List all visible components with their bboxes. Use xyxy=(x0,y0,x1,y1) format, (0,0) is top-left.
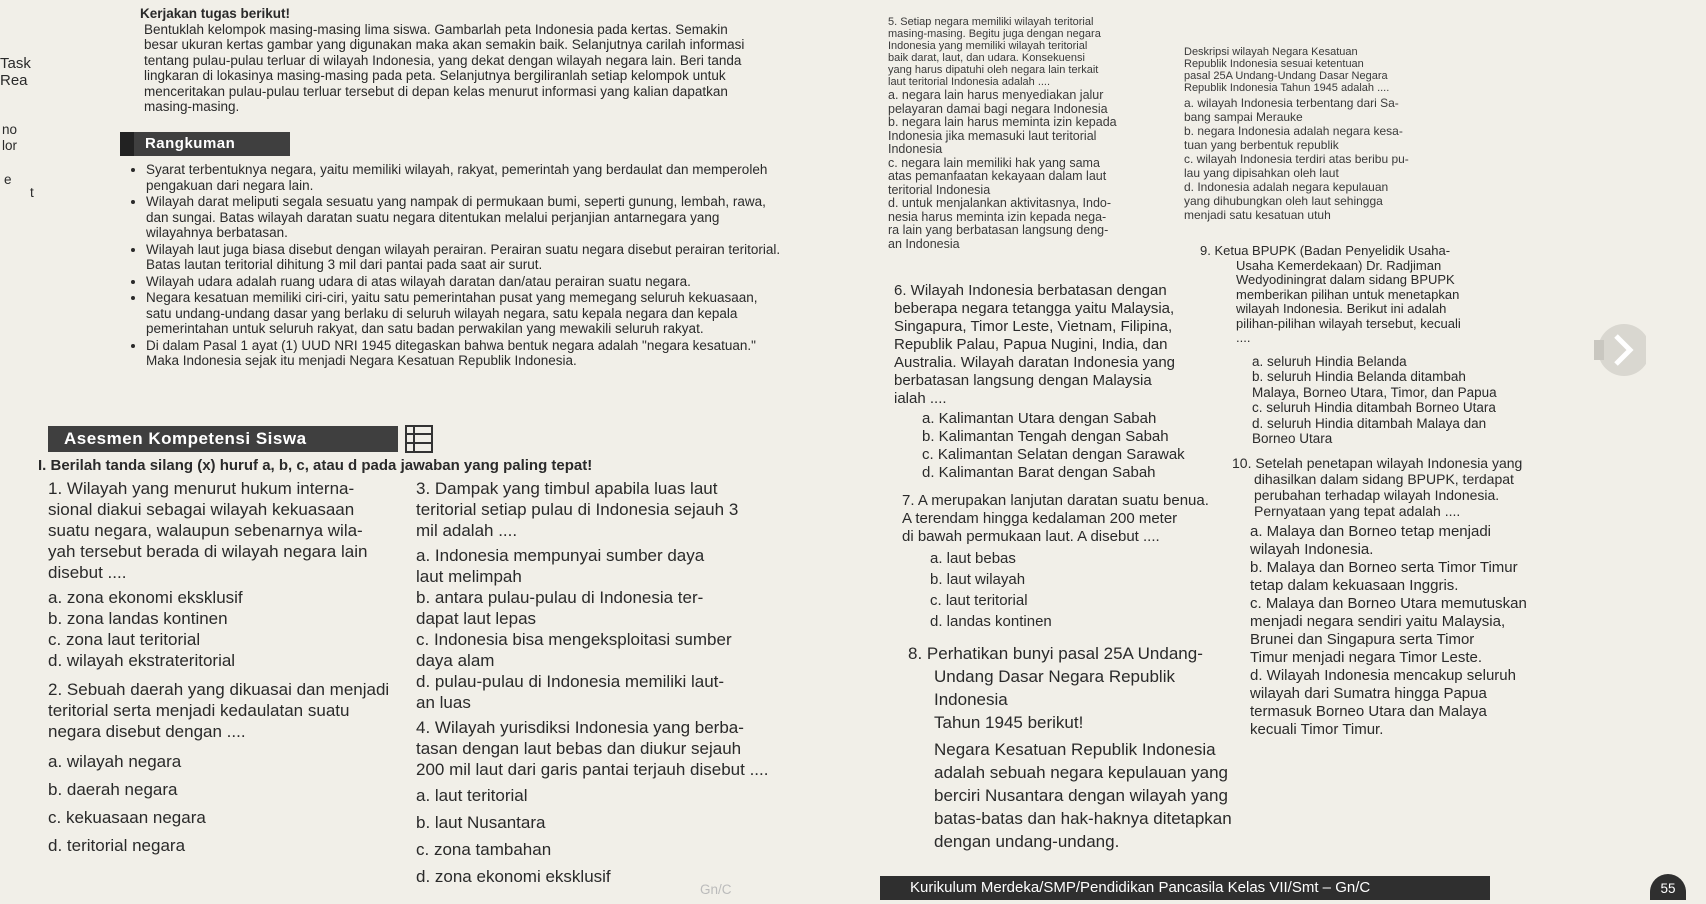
column-2 xyxy=(416,478,796,890)
option-b[interactable]: b. Kalimantan Tengah dengan Sabah xyxy=(922,428,1169,445)
task-line: lingkaran di lokasinya masing-masing pada peta. Selanjutnya bergiliranlah setiap kelompok untuk xyxy=(144,68,726,83)
question-line: Undang Dasar Negara Republik Indonesia xyxy=(934,667,1175,709)
question-1-options xyxy=(48,587,418,671)
task-line: menceritakan pulau-pulau terluar tersebut di depan kelas menurut informasi yang kalian dapatkan xyxy=(144,83,728,99)
question-line: .... xyxy=(1236,330,1251,345)
question-line: Indonesia yang memiliki wilayah teritorial xyxy=(888,40,1088,52)
question-line: laut teritorial Indonesia adalah .... xyxy=(888,76,1051,88)
option-d-cont: menjadi satu kesatuan utuh xyxy=(1184,208,1331,222)
question-line: mil adalah .... xyxy=(416,521,518,540)
question-line: 200 mil laut dari garis pantai terjauh disebut .... xyxy=(416,760,769,779)
option-c[interactable]: c. seluruh Hindia ditambah Borneo Utara xyxy=(1252,400,1496,415)
column-4-top xyxy=(1184,46,1484,222)
option-b-cont: Indonesia jika memasuki laut teritorial xyxy=(888,128,1097,143)
column-3 xyxy=(894,282,1239,853)
task-line: tentang pulau-pulau terluar di wilayah Indonesia, yang dekat dengan wilayah negara lain. Beri tanda xyxy=(144,52,742,68)
question-line: 8. Perhatikan bunyi pasal 25A Undang- xyxy=(908,644,1203,663)
rangkuman-bullet: • Di dalam Pasal 1 ayat (1) UUD NRI 1945 ditegaskan bahwa bentuk negara adalah "negara kesatuan." Maka Indonesia sejak itu menjadi Negara Kesatuan Republik Indonesia. xyxy=(146,338,783,369)
question-line: Usaha Kemerdekaan) Dr. Radjiman xyxy=(1236,257,1442,273)
option-c-cont: menjadi negara sendiri yaitu Malaysia, xyxy=(1250,612,1506,630)
page-number xyxy=(1650,874,1686,900)
question-line: pilihan-pilihan wilayah tersebut, kecuali xyxy=(1236,315,1461,331)
question-7 xyxy=(902,492,1239,546)
task-line: masing-masing. xyxy=(144,99,240,114)
footer-left: Gn/C xyxy=(700,882,732,897)
option-b[interactable]: b. negara lain harus meminta izin kepada xyxy=(888,115,1117,129)
asesmen-badge xyxy=(48,426,398,452)
question-line: sional diakui sebagai wilayah kekuasaan xyxy=(48,500,355,519)
question-line: disebut .... xyxy=(48,563,127,582)
option-b-cont: Indonesia xyxy=(888,142,943,156)
question-line: Wedyodiningrat dalam sidang BPUPK xyxy=(1236,272,1455,287)
option-c[interactable]: c. zona laut teritorial xyxy=(48,630,201,649)
question-line: Republik Indonesia sesuai ketentuan xyxy=(1184,58,1364,70)
task-section xyxy=(140,6,890,115)
question-3 xyxy=(416,478,796,541)
question-8-quote xyxy=(934,738,1239,853)
option-c[interactable]: c. kekuasaan negara xyxy=(48,808,206,827)
question-line: Pernyataan yang tepat adalah .... xyxy=(1254,502,1461,519)
option-d[interactable]: d. pulau-pulau di Indonesia memiliki laut- xyxy=(416,672,725,691)
option-b[interactable]: b. laut wilayah xyxy=(930,571,1026,588)
task-heading: Kerjakan tugas berikut! xyxy=(140,6,291,21)
quote-line: batas-batas dan hak-haknya ditetapkan xyxy=(934,809,1232,828)
question-line: Deskripsi wilayah Negara Kesatuan xyxy=(1184,46,1358,58)
option-d[interactable]: d. untuk menjalankan aktivitasnya, Indo- xyxy=(888,196,1112,210)
question-line: Republik Palau, Papua Nugini, India, dan xyxy=(894,336,1168,353)
option-a[interactable]: a. zona ekonomi eksklusif xyxy=(48,588,243,607)
question-line: 7. A merupakan lanjutan daratan suatu benua. xyxy=(902,492,1209,509)
question-line: dihasilkan dalam sidang BPUPK, terdapat xyxy=(1254,470,1514,487)
quote-line: adalah sebuah negara kepulauan yang xyxy=(934,763,1228,782)
option-b[interactable]: b. Malaya dan Borneo serta Timor Timur xyxy=(1250,558,1518,576)
option-c[interactable]: c. Malaya dan Borneo Utara memutuskan xyxy=(1250,594,1527,612)
option-b[interactable]: b. zona landas kontinen xyxy=(48,609,228,628)
option-d-cont: kecuali Timor Timur. xyxy=(1250,720,1384,738)
asesmen-title: Asesmen Kompetensi Siswa xyxy=(64,429,307,448)
question-line: suatu negara, walaupun sebenarnya wila- xyxy=(48,521,363,540)
rangkuman-bullet: • Wilayah udara adalah ruang udara di atas wilayah daratan dan/atau perairan suatu negara. xyxy=(146,274,783,290)
question-line: 4. Wilayah yurisdiksi Indonesia yang berba- xyxy=(416,718,744,737)
question-10 xyxy=(1232,455,1660,519)
option-a[interactable]: a. seluruh Hindia Belanda xyxy=(1252,353,1407,369)
option-d[interactable]: d. Indonesia adalah negara kepulauan xyxy=(1184,180,1389,194)
question-line: masing-masing. Begitu juga dengan negara xyxy=(888,28,1101,40)
page-number-text: 55 xyxy=(1660,881,1676,896)
margin-fragment: lor xyxy=(2,138,18,153)
option-d-cont: nesia harus meminta izin kepada nega- xyxy=(888,209,1107,224)
question-4 xyxy=(416,717,796,780)
option-c-cont: teritorial Indonesia xyxy=(888,182,991,197)
question-line: Republik Indonesia Tahun 1945 adalah .... xyxy=(1184,82,1390,94)
rangkuman-list xyxy=(128,162,783,370)
question-6 xyxy=(894,282,1239,408)
option-a[interactable]: a. Kalimantan Utara dengan Sabah xyxy=(922,410,1157,427)
column-3-top xyxy=(888,16,1188,251)
option-b[interactable]: b. negara Indonesia adalah negara kesa- xyxy=(1184,124,1403,138)
option-d-cont: termasuk Borneo Utara dan Malaya xyxy=(1250,702,1487,720)
question-7-options xyxy=(930,548,1239,632)
option-c-cont: Timur menjadi negara Timor Leste. xyxy=(1250,648,1483,666)
question-8 xyxy=(908,642,1239,734)
question-line: 6. Wilayah Indonesia berbatasan dengan xyxy=(894,282,1167,299)
option-a[interactable]: a. Indonesia mempunyai sumber daya xyxy=(416,546,705,565)
question-3-options xyxy=(416,545,796,713)
rangkuman-bullet: • Wilayah laut juga biasa disebut dengan wilayah perairan. Perairan suatu negara disebut perairan teritorial. Batas lautan teritorial dihitung 3 mil dari pantai pada saat air surut. xyxy=(146,242,783,273)
option-c[interactable]: c. wilayah Indonesia terdiri atas beribu pu- xyxy=(1184,152,1409,166)
option-d[interactable]: d. landas kontinen xyxy=(930,613,1052,630)
option-a-cont: bang sampai Merauke xyxy=(1184,110,1303,124)
option-b-cont: dapat laut lepas xyxy=(416,609,537,628)
option-b-cont: Malaya, Borneo Utara, Timor, dan Papua xyxy=(1252,384,1497,400)
option-c-cont: daya alam xyxy=(416,651,495,670)
question-2 xyxy=(48,679,418,742)
rangkuman-bullet: • Negara kesatuan memiliki ciri-ciri, yaitu satu pemerintahan pusat yang memegang seluruh kekuasaan, satu undang-undang dasar yang berlaku di seluruh wilayah negara, satu kepala negara dan kepala pemerintahan untuk seluruh rakyat, dan satu badan perwakilan yang mewakili seluruh rakyat. xyxy=(146,290,783,337)
option-d[interactable]: d. Wilayah Indonesia mencakup seluruh xyxy=(1250,666,1516,684)
question-line: 1. Wilayah yang menurut hukum interna- xyxy=(48,479,355,498)
margin-fragment: t xyxy=(30,185,34,200)
question-line: 3. Dampak yang timbul apabila luas laut xyxy=(416,479,718,498)
question-4-options xyxy=(416,782,796,890)
margin-fragment: e xyxy=(4,172,12,187)
option-c[interactable]: c. Indonesia bisa mengeksploitasi sumber xyxy=(416,630,732,649)
checklist-icon xyxy=(404,425,434,453)
option-d[interactable]: d. seluruh Hindia ditambah Malaya dan xyxy=(1252,415,1487,431)
question-line: di bawah permukaan laut. A disebut .... xyxy=(902,528,1160,545)
option-d-cont: ra lain yang berbatasan langsung deng- xyxy=(888,223,1109,237)
option-d-cont: Borneo Utara xyxy=(1252,431,1333,446)
option-a-cont: pelayaran damai bagi negara Indonesia xyxy=(888,101,1108,116)
question-line: ialah .... xyxy=(894,390,947,407)
rangkuman-badge xyxy=(120,132,290,156)
question-line: memberikan pilihan untuk menetapkan xyxy=(1236,286,1460,302)
question-line: perubahan terhadap wilayah Indonesia. xyxy=(1254,486,1500,503)
margin-fragment: Task xyxy=(0,55,31,72)
option-b-cont: tetap dalam kekuasaan Inggris. xyxy=(1250,576,1459,594)
task-line: Bentuklah kelompok masing-masing lima siswa. Gambarlah peta Indonesia pada kertas. Semakin xyxy=(144,21,728,37)
question-line: 5. Setiap negara memiliki wilayah teritorial xyxy=(888,16,1094,28)
option-c-cont: Brunei dan Singapura serta Timor xyxy=(1250,630,1475,648)
question-line: pasal 25A Undang-Undang Dasar Negara xyxy=(1184,70,1388,82)
question-line: Tahun 1945 berikut! xyxy=(934,713,1084,732)
option-c-cont: lau yang dipisahkan oleh laut xyxy=(1184,166,1339,180)
option-d-cont: an Indonesia xyxy=(888,236,960,251)
option-c[interactable]: c. Kalimantan Selatan dengan Sarawak xyxy=(922,446,1185,463)
question-line: Australia. Wilayah daratan Indonesia yang xyxy=(894,354,1176,371)
option-b[interactable]: b. seluruh Hindia Belanda ditambah xyxy=(1252,369,1466,384)
option-d-cont: an luas xyxy=(416,693,471,712)
question-line: 9. Ketua BPUPK (Badan Penyelidik Usaha- xyxy=(1200,243,1451,258)
rangkuman-bullet: • Syarat terbentuknya negara, yaitu memiliki wilayah, rakyat, pemerintah yang berdaulat dan memperoleh pengakuan dari negara lain. xyxy=(146,162,783,193)
question-line: beberapa negara tetangga yaitu Malaysia, xyxy=(894,300,1175,317)
rangkuman-bullet: • Wilayah darat meliputi segala sesuatu yang nampak di permukaan bumi, seperti gunung, lembah, rawa, dan sungai. Batas wilayah daratan suatu negara ditentukan melalui perjanjian antarnegara yang wilayahnya berbatasan. xyxy=(146,194,783,241)
option-a[interactable]: a. wilayah negara xyxy=(48,752,182,771)
question-line: teritorial setiap pulau di Indonesia sejauh 3 xyxy=(416,500,739,519)
question-line: wilayah Indonesia. Berikut ini adalah xyxy=(1236,301,1447,316)
option-d[interactable]: d. zona ekonomi eksklusif xyxy=(416,867,611,886)
option-d-cont: yang dihubungkan oleh laut sehingga xyxy=(1184,194,1383,208)
option-d[interactable]: d. wilayah ekstrateritorial xyxy=(48,651,236,670)
option-a-cont: laut melimpah xyxy=(416,567,522,586)
option-d[interactable]: d. Kalimantan Barat dengan Sabah xyxy=(922,464,1156,481)
option-a[interactable]: a. negara lain harus menyediakan jalur xyxy=(888,88,1104,102)
margin-fragment: no xyxy=(2,122,18,137)
option-d[interactable]: d. teritorial negara xyxy=(48,836,186,855)
option-c[interactable]: c. laut teritorial xyxy=(930,592,1028,609)
question-10-options xyxy=(1250,523,1660,739)
option-a[interactable]: a. laut teritorial xyxy=(416,786,528,805)
book-icon xyxy=(120,132,134,156)
quote-line: dengan undang-undang. xyxy=(934,832,1120,851)
option-a[interactable]: a. wilayah Indonesia terbentang dari Sa- xyxy=(1184,96,1399,110)
quote-line: Negara Kesatuan Republik Indonesia xyxy=(934,740,1216,759)
question-line: teritorial serta menjadi kedaulatan suatu xyxy=(48,701,350,720)
rangkuman-title: Rangkuman xyxy=(144,135,236,152)
footer-text: Kurikulum Merdeka/SMP/Pendidikan Pancasila Kelas VII/Smt – Gn/C xyxy=(910,879,1371,896)
column-1 xyxy=(48,478,418,860)
question-line: 10. Setelah penetapan wilayah Indonesia yang xyxy=(1232,454,1523,471)
question-6-options xyxy=(922,410,1239,482)
question-line: berbatasan langsung dengan Malaysia xyxy=(894,372,1152,389)
question-line: yang harus dipatuhi oleh negara lain terkait xyxy=(888,64,1099,76)
footer-band xyxy=(880,876,1490,900)
option-a-cont: wilayah Indonesia. xyxy=(1250,540,1374,558)
question-1 xyxy=(48,478,418,583)
option-b[interactable]: b. antara pulau-pulau di Indonesia ter- xyxy=(416,588,704,607)
option-b-cont: tuan yang berbentuk republik xyxy=(1184,138,1339,152)
asesmen-instruction: I. Berilah tanda silang (x) huruf a, b, c, atau d pada jawaban yang paling tepat! xyxy=(38,457,593,474)
option-d-cont: wilayah dari Sumatra hingga Papua xyxy=(1250,684,1487,702)
task-line: besar ukuran kertas gambar yang digunakan maka akan semakin baik. Selanjutnya carilah informasi xyxy=(144,37,745,52)
option-c-cont: atas pemanfaatan kekayaan dalam laut xyxy=(888,169,1107,183)
question-line: A terendam hingga kedalaman 200 meter xyxy=(902,510,1178,527)
option-a[interactable]: a. Malaya dan Borneo tetap menjadi xyxy=(1250,522,1491,540)
edge-graphic xyxy=(1586,300,1646,400)
margin-fragment: Rea xyxy=(0,72,28,89)
option-c[interactable]: c. zona tambahan xyxy=(416,840,552,859)
option-b[interactable]: b. laut Nusantara xyxy=(416,813,546,832)
question-2-options xyxy=(48,748,418,860)
question-line: Singapura, Timor Leste, Vietnam, Filipina, xyxy=(894,318,1173,335)
question-line: tasan dengan laut bebas dan diukur sejauh xyxy=(416,739,742,758)
question-line: negara disebut dengan .... xyxy=(48,722,246,741)
option-a[interactable]: a. laut bebas xyxy=(930,550,1016,567)
question-line: 2. Sebuah daerah yang dikuasai dan menjadi xyxy=(48,680,390,699)
question-line: yah tersebut berada di wilayah negara lain xyxy=(48,542,368,561)
option-c[interactable]: c. negara lain memiliki hak yang sama xyxy=(888,155,1100,170)
option-b[interactable]: b. daerah negara xyxy=(48,780,178,799)
quote-line: berciri Nusantara dengan wilayah yang xyxy=(934,786,1228,805)
question-line: baik darat, laut, dan udara. Konsekuensi xyxy=(888,52,1085,64)
